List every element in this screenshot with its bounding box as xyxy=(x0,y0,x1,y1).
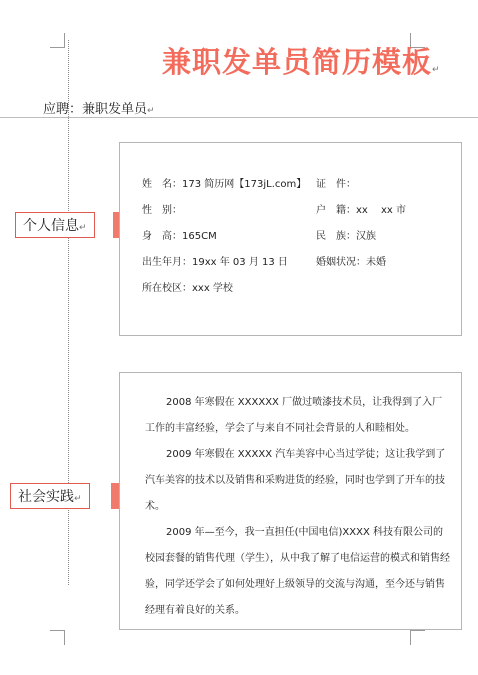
crop-mark-top-left xyxy=(50,33,65,48)
section-label-practice[interactable]: 社会实践↵ xyxy=(10,483,90,509)
crop-mark-bottom-right xyxy=(410,630,425,645)
practice-paragraph[interactable]: 2009 年寒假在 XXXXX 汽车美容中心当过学徒；这让我学到了汽车美容的技术以及销售和采购进货的经验，同时也学到了开车的技术。 xyxy=(145,449,446,512)
info-birth: 出生年月：19xx 年 03 月 13 日 xyxy=(142,257,288,268)
header-divider xyxy=(0,117,478,118)
practice-paragraph[interactable]: 2009 年—至今，我一直担任(中国电信)XXXX 科技有限公司的校园套餐的销售代理（学生），从中我了解了电信运营的模式和销售经验，同学还学会了如何处理好上级领导的交流与沟通，至今还与销售经理有着良好的关系。 xyxy=(145,527,450,616)
document-title[interactable]: 兼职发单员简历模板↵ xyxy=(162,45,441,79)
info-ethnicity: 民 族：汉族 xyxy=(316,231,376,242)
info-gender: 性 别： xyxy=(142,205,182,216)
info-hukou: 户 籍：xx xx 市 xyxy=(316,205,407,216)
info-height: 身 高：165CM xyxy=(142,231,217,242)
apply-position-line[interactable]: 应聘：兼职发单员↵ xyxy=(43,102,155,117)
paragraph-mark-icon: ↵ xyxy=(147,106,155,116)
section-label-personal[interactable]: 个人信息↵ xyxy=(15,212,95,238)
paragraph-mark-icon: ↵ xyxy=(432,65,441,75)
info-name: 姓 名：173 简历网【173jL.com】 xyxy=(142,179,307,190)
personal-info-panel[interactable] xyxy=(119,142,462,336)
paragraph-mark-icon: ↵ xyxy=(74,494,82,504)
practice-paragraph[interactable]: 2008 年寒假在 XXXXXX 厂做过喷漆技术员，让我得到了入厂工作的丰富经验，学会了与来自不同社会背景的人和睦相处。 xyxy=(145,397,443,434)
paragraph-mark-icon: ↵ xyxy=(79,223,87,233)
info-id: 证 件： xyxy=(316,179,356,190)
crop-mark-bottom-left xyxy=(50,630,65,645)
info-marital: 婚姻状况：未婚 xyxy=(316,257,386,268)
info-school: 所在校区：xxx 学校 xyxy=(142,283,233,294)
